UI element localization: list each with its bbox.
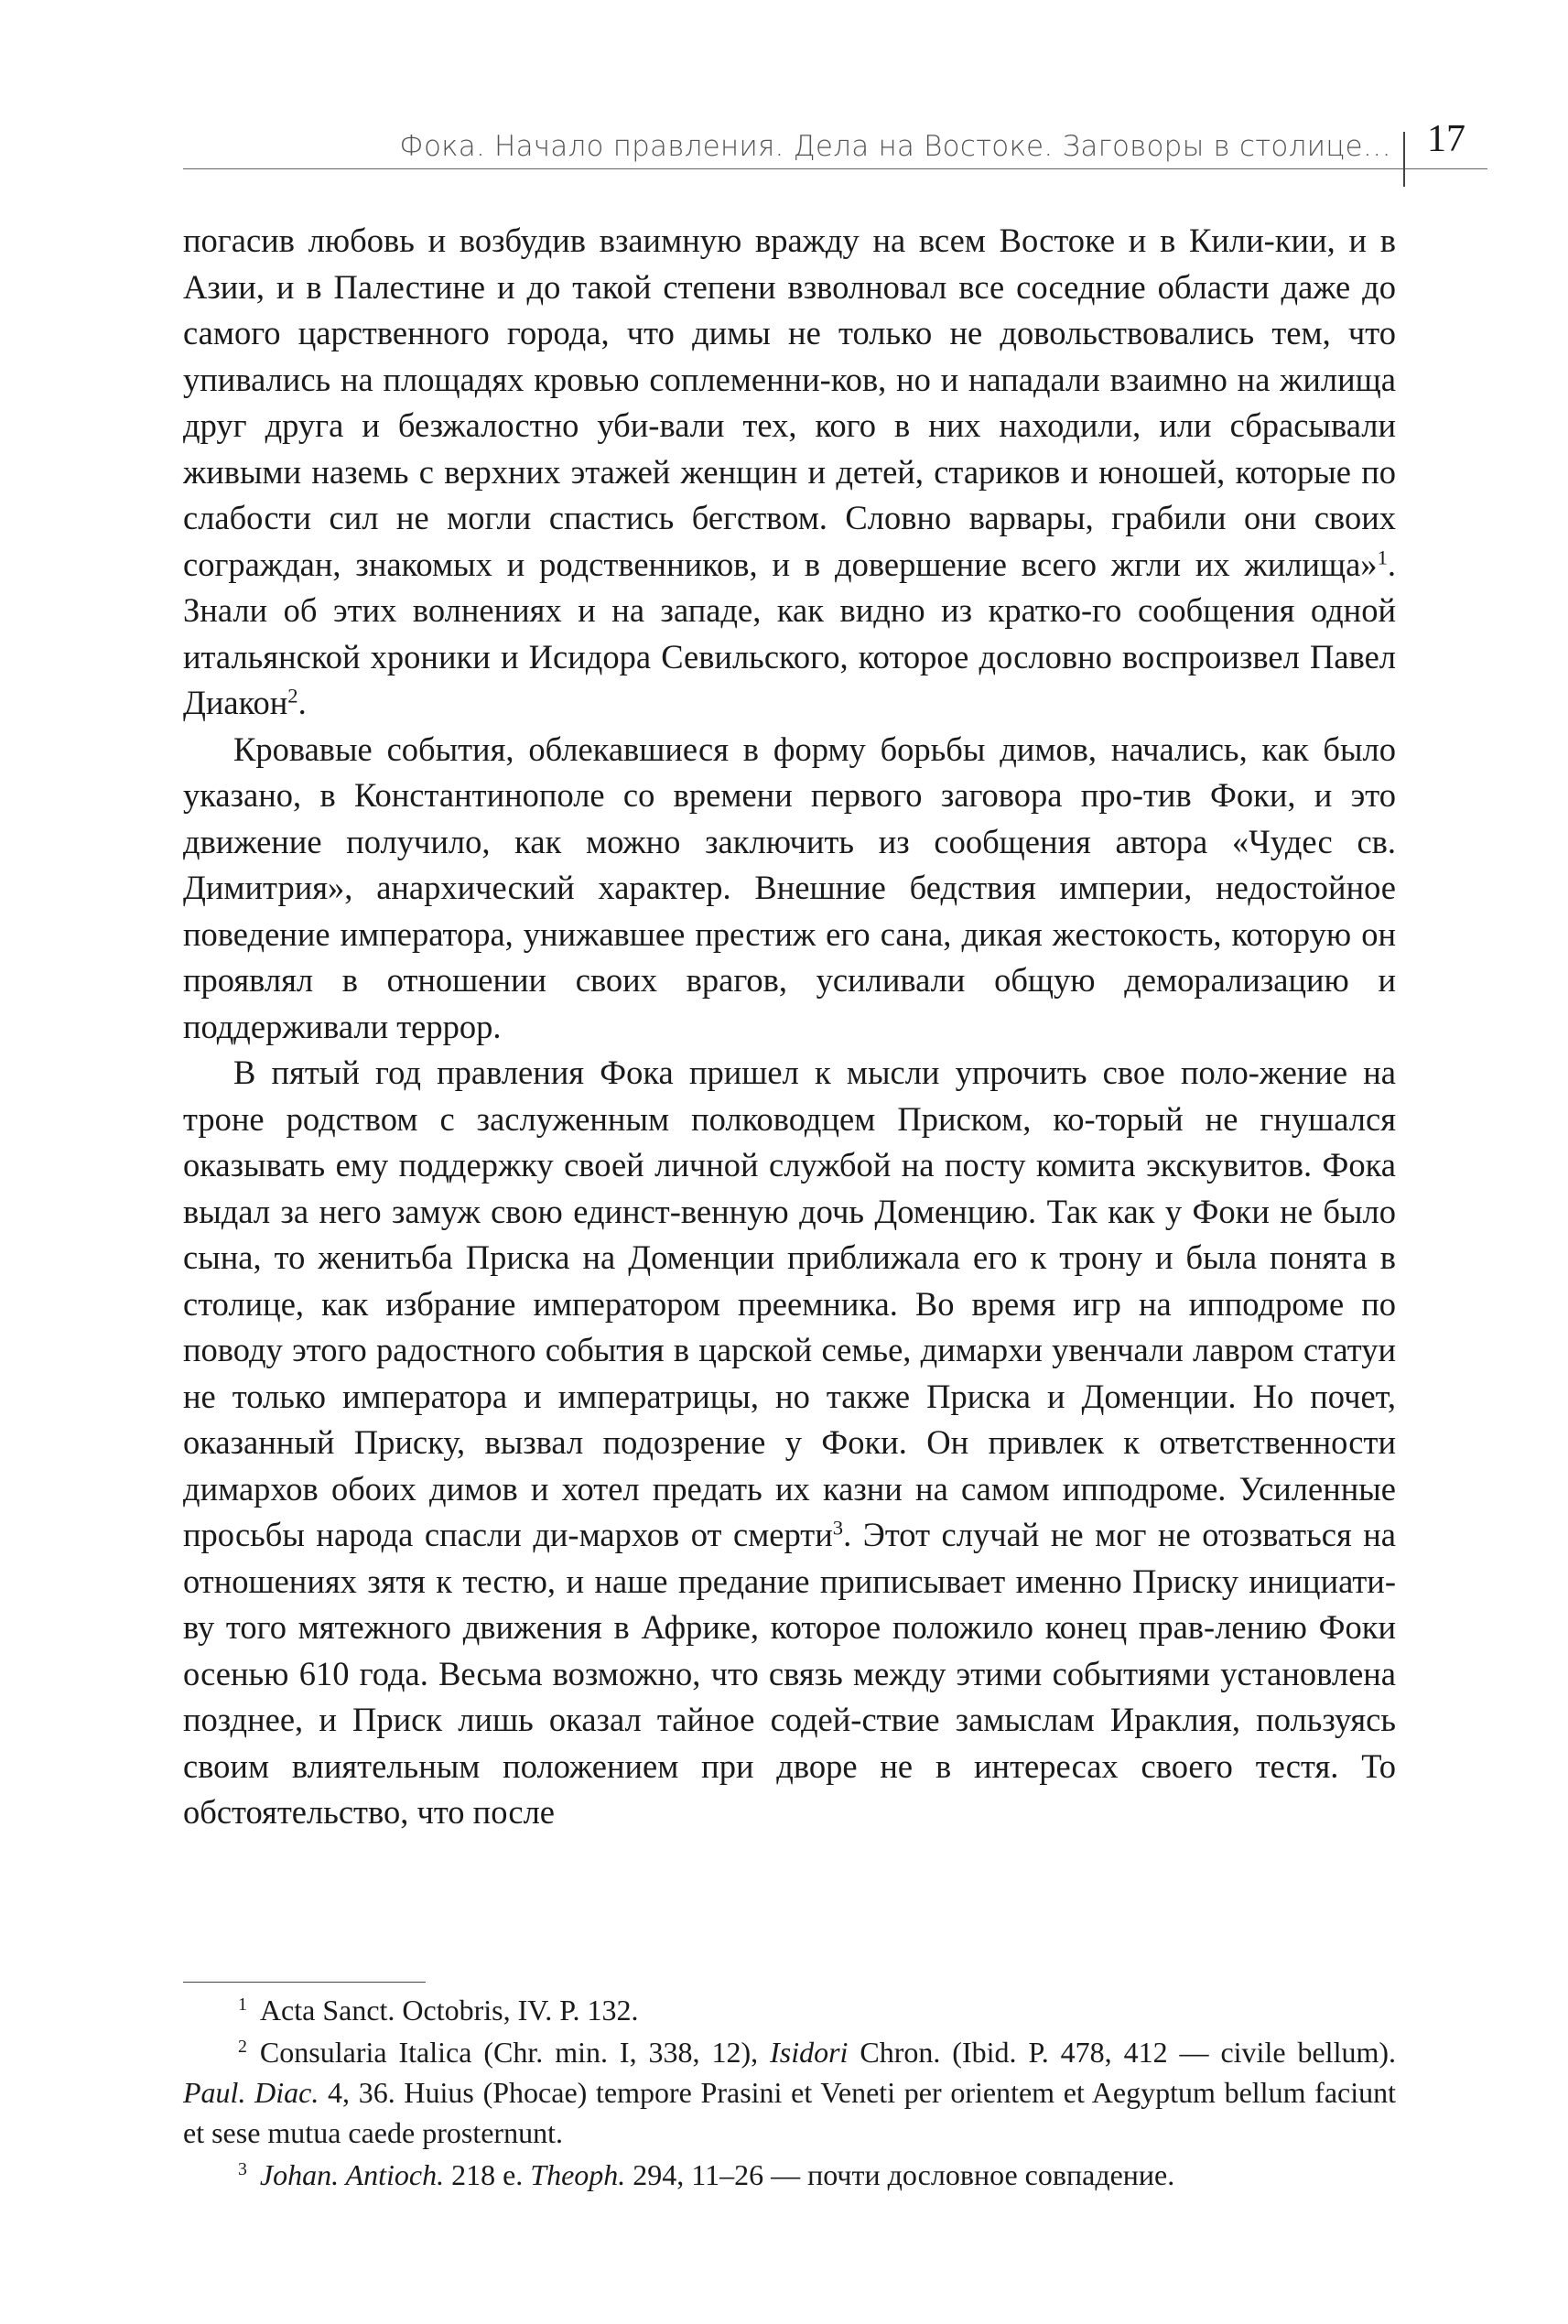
footnote-text: Consularia Italica (Chr. min. I, 338, 12), <box>259 2036 771 2069</box>
footnote-text: 294, 11–26 — почти дословное совпадение. <box>625 2158 1175 2191</box>
header-rule <box>183 168 1487 169</box>
footnote-text: Chron. (Ibid. P. 478, 412 — civile bellum). <box>848 2036 1397 2069</box>
main-text <box>183 218 1396 1836</box>
footnote-ref-1: 1 <box>1377 546 1388 569</box>
footnote-italic: Paul. Diac. <box>183 2076 319 2109</box>
footnote-ref-2: 2 <box>287 684 298 708</box>
paragraph-3 <box>183 1050 1396 1836</box>
header-tick <box>1403 132 1405 187</box>
running-head <box>183 117 1487 172</box>
footnote-italic: Theoph. <box>530 2158 626 2191</box>
footnote-text: 218 e. <box>444 2158 531 2191</box>
footnotes <box>183 1990 1396 2197</box>
paragraph-1 <box>183 218 1396 727</box>
paragraph-2: Кровавые события, облекавшиеся в форму борьбы димов, начались, как было указано, в Константинополе со времени первого заговора про-тив Фоки, и это движение получило, как можно заключить из сообщения автора «Чудес св. Димитрия», анархический характер. Внешние бедствия империи, недостойное поведение императора, унижавшее престиж его сана, дикая жестокость, которую он проявлял в отношении своих врагов, усиливали общую деморализацию и поддерживали террор. <box>183 730 1396 1045</box>
footnote-1 <box>183 1990 1396 2030</box>
footnote-italic: Johan. Antioch. <box>259 2158 445 2191</box>
footnote-3 <box>183 2155 1396 2195</box>
footnote-text: Acta Sanct. Octobris, IV. P. 132. <box>259 1994 639 2027</box>
running-title: Фока. Начало правления. Дела на Востоке. Заговоры в столице… <box>399 130 1391 163</box>
footnote-rule <box>183 1982 426 1983</box>
footnote-number: 2 <box>238 2037 247 2058</box>
footnote-text: 4, 36. Huius (Phocae) tempore Prasini et Veneti per orientem et Aegyptum bellum faciunt et sese mutua caede prosternunt. <box>183 2076 1397 2149</box>
footnote-2 <box>183 2032 1396 2153</box>
page-number: 17 <box>1427 118 1465 160</box>
footnote-ref-3: 3 <box>832 1516 844 1540</box>
paragraph-3-text-b: . Этот случай не мог не отозваться на отношениях зятя к тестю, и наше предание приписывает именно Приску инициати-ву того мятежного движения в Африке, которое положило конец прав-лению Фоки осенью 610 года. Весьма возможно, что связь между этими событиями установлена позднее, и Приск лишь оказал тайное содей-ствие замыслам Ираклия, пользуясь своим влиятельным положением при дворе не в интересах своего тестя. То обстоятельство, что после <box>183 1516 1397 1831</box>
paragraph-3-text-a: В пятый год правления Фока пришел к мысли упрочить свое поло-жение на троне родством с заслуженным полководцем Приском, ко-торый не гнушался оказывать ему поддержку своей личной службой на посту комита экскувитов. Фока выдал за него замуж свою единст-венную дочь Доменцию. Так как у Фоки не было сына, то женитьба Приска на Доменции приближала его к трону и была понята в столице, как избрание императором преемника. Во время игр на ипподроме по поводу этого радостного события в царской семье, димархи увенчали лавром статуи не только императора и императрицы, но также Приска и Доменции. Но почет, оказанный Приску, вызвал подозрение у Фоки. Он привлек к ответственности димархов обоих димов и хотел предать их казни на самом ипподроме. Усиленные просьбы народа спасли ди-мархов от смерти <box>183 1054 1396 1553</box>
paragraph-1-text-a: погасив любовь и возбудив взаимную вражду на всем Востоке и в Кили-кии, и в Азии, и в Палестине и до такой степени взволновал все соседние области даже до самого царственного города, что димы не только не довольствовались тем, что упивались на площадях кровью соплеменни-ков, но и нападали взаимно на жилища друг друга и безжалостно уби-вали тех, кого в них находили, или сбрасывали живыми наземь с верхних этажей женщин и детей, стариков и юношей, которые по слабости сил не могли спастись бегством. Словно варвары, грабили они своих сограждан, знакомых и родственников, и в довершение всего жгли их жилища» <box>183 222 1396 583</box>
footnote-number: 3 <box>238 2159 247 2180</box>
paragraph-1-text-c: . <box>297 684 307 721</box>
footnote-number: 1 <box>238 1994 247 2016</box>
paragraph-1-text-b: . Знали об этих волнениях и на западе, как видно из кратко-го сообщения одной итальянской хроники и Исидора Севильского, которое дословно воспроизвел Павел Диакон <box>183 545 1396 721</box>
footnote-italic: Isidori <box>770 2036 849 2069</box>
